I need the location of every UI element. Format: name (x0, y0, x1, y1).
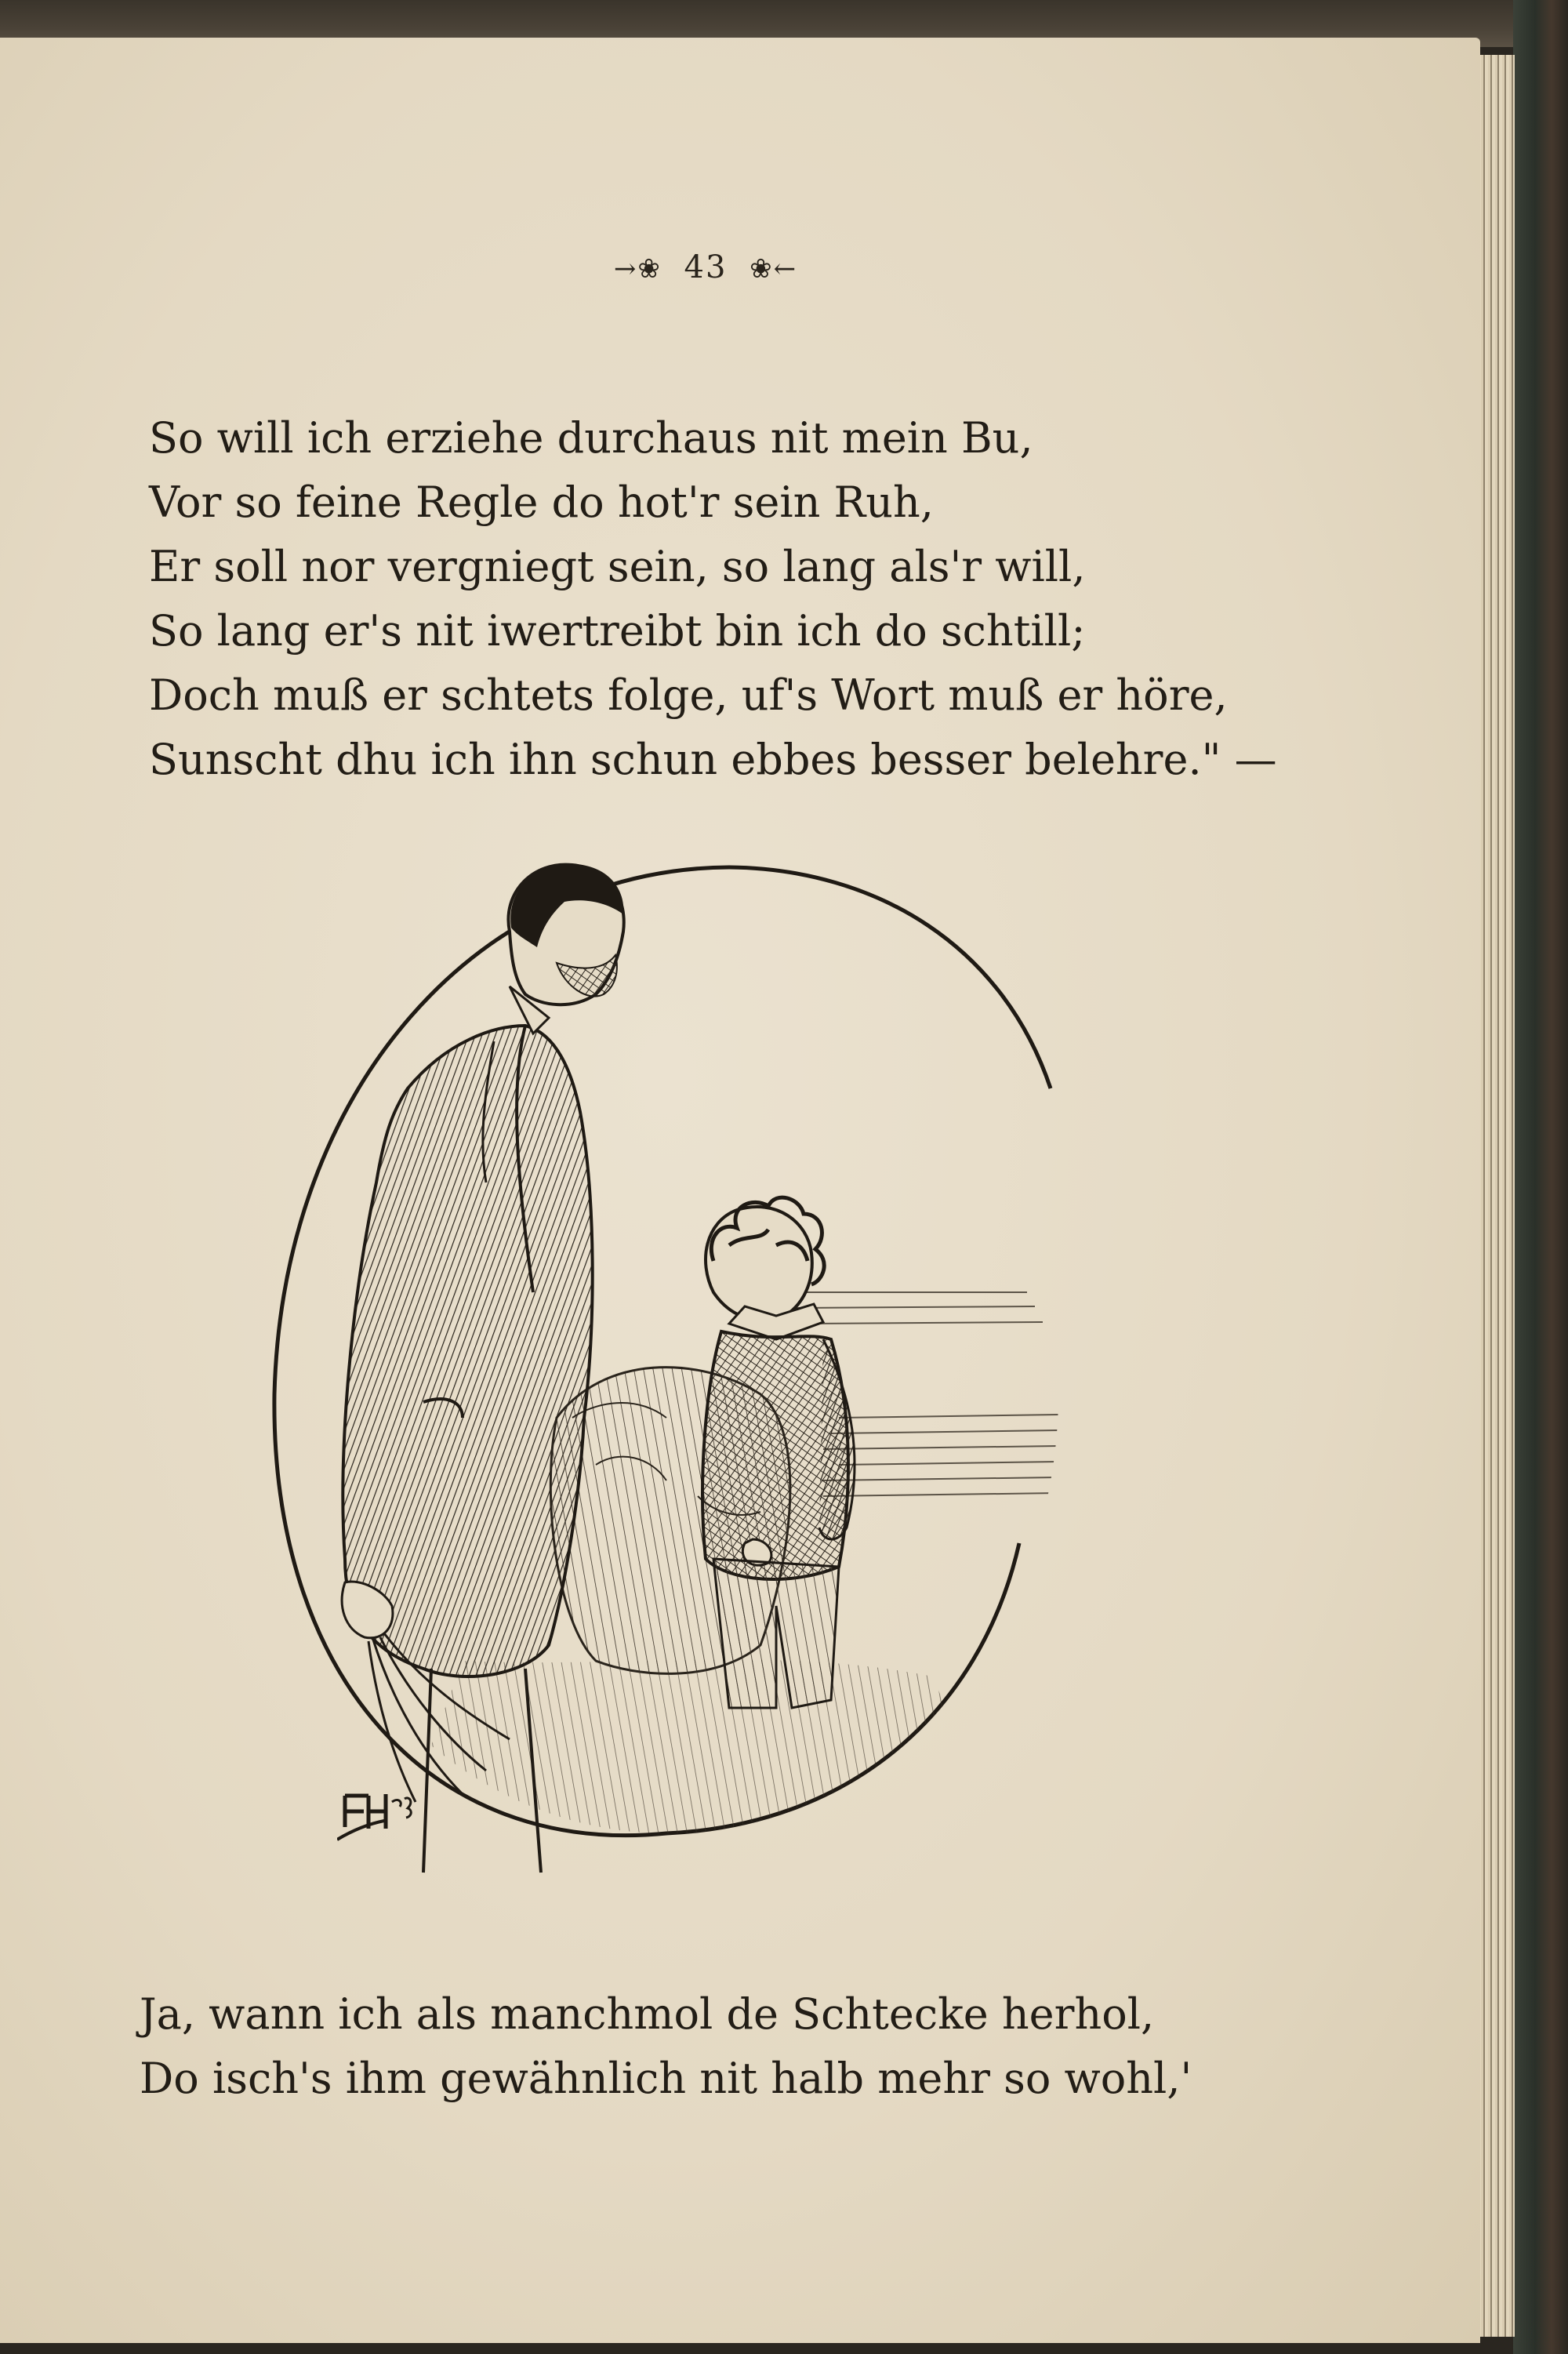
book-cover-right-edge (1513, 0, 1568, 2354)
verse-stanza-bottom (140, 1982, 1192, 2111)
verse-line: Ja, wann ich als manchmol de Schtecke herhol, (140, 1989, 1155, 2039)
page-number: 43 (684, 249, 728, 285)
ornament-left-icon: →❀ (613, 253, 662, 285)
verse-stanza-top (149, 406, 1277, 792)
artist-monogram (337, 1788, 431, 1843)
verse-line: Vor so feine Regle do hot'r sein Ruh, (149, 478, 934, 527)
verse-line: Do isch's ihm gewähnlich nit halb mehr so wohl,' (140, 2054, 1192, 2103)
verse-line: Sunscht dhu ich ihn schun ebbes besser belehre." — (149, 735, 1277, 784)
verse-line: Doch muß er schtets folge, uf's Wort muß er höre, (149, 670, 1228, 720)
verse-line: Er soll nor vergniegt sein, so lang als'r will, (149, 542, 1086, 591)
verse-line: So will ich erziehe durchaus nit mein Bu, (149, 413, 1033, 463)
page-number-header (0, 249, 1411, 285)
verse-line: So lang er's nit iwertreibt bin ich do schtill; (149, 606, 1086, 656)
book-page (0, 38, 1480, 2343)
ornament-right-icon: ❀← (750, 253, 798, 285)
